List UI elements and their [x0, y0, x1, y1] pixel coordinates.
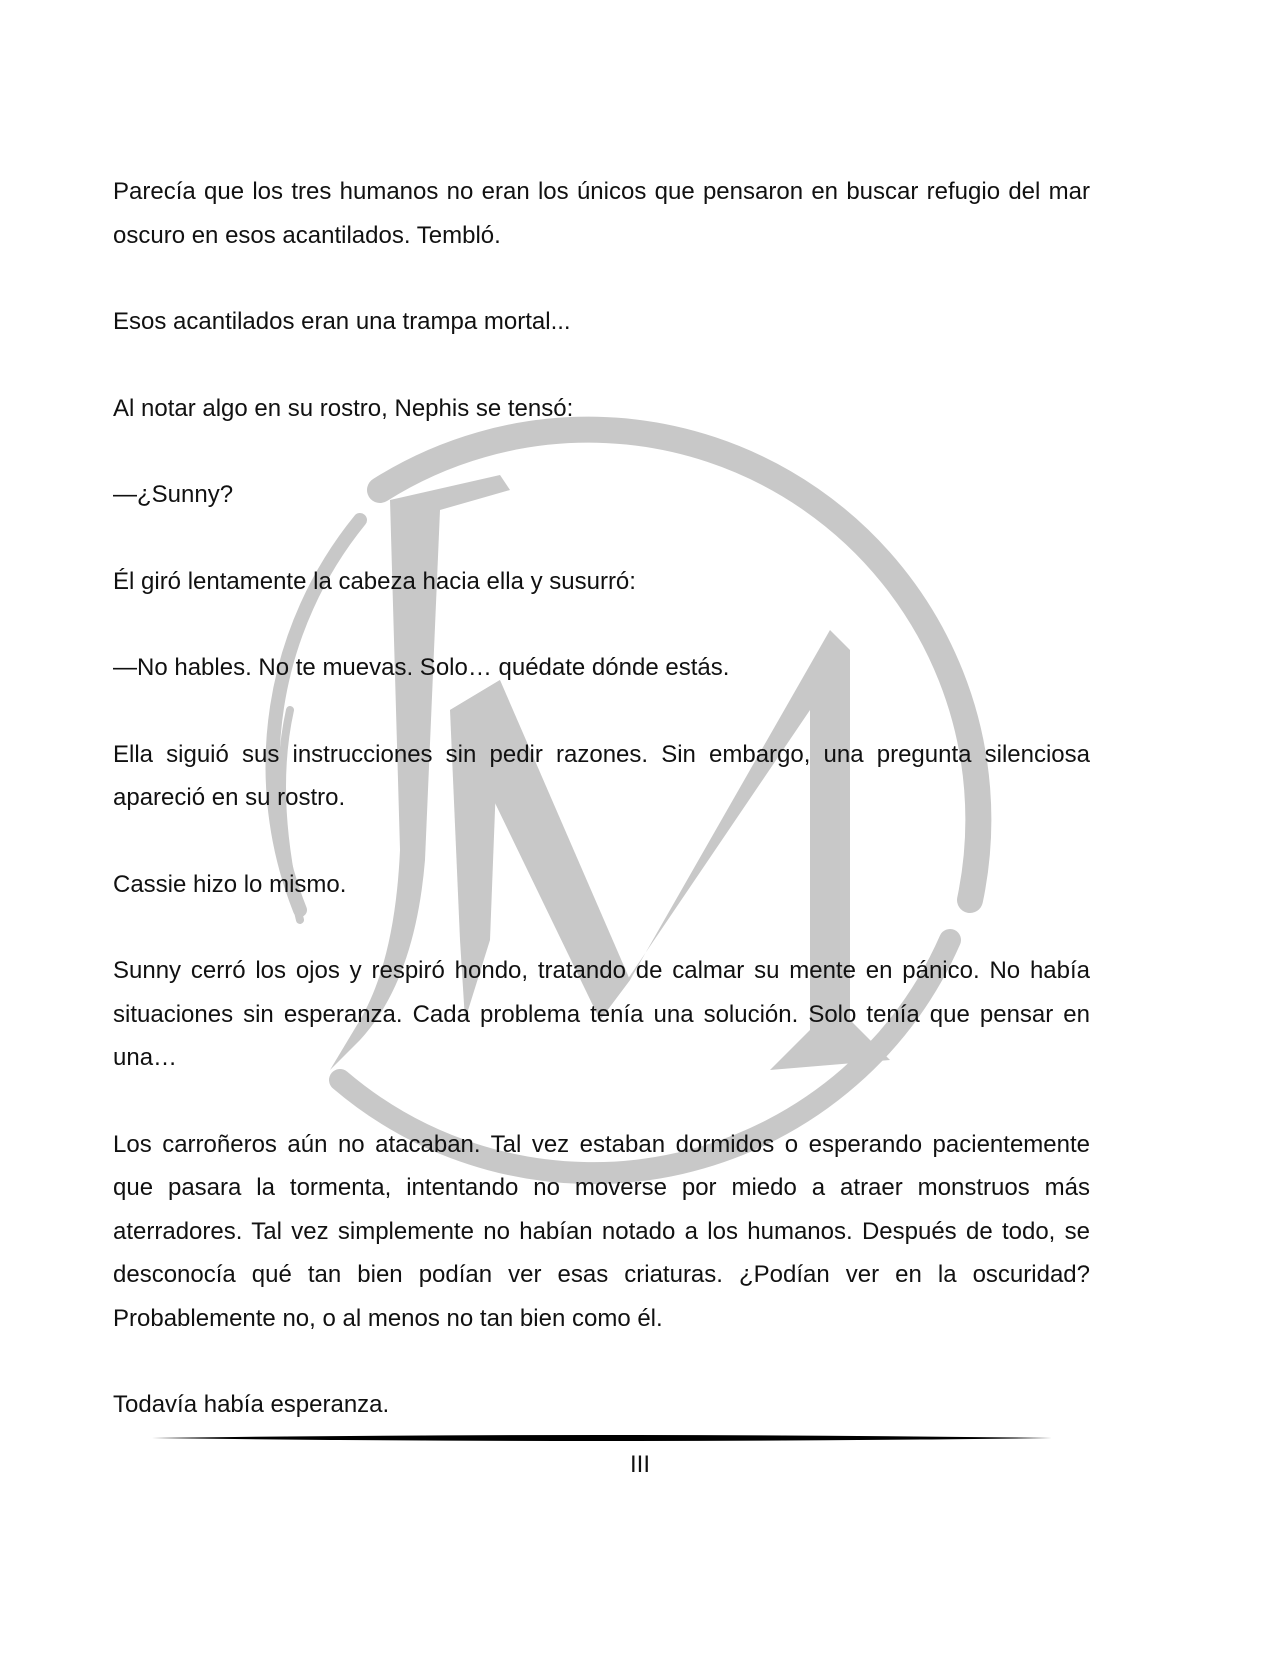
- paragraph: Sunny cerró los ojos y respiró hondo, tratando de calmar su mente en pánico. No había situaciones sin esperanza. Cada problema tenía una solución. Solo tenía que pensar en una…: [113, 957, 1090, 1071]
- paragraph: Cassie hizo lo mismo.: [113, 870, 347, 898]
- paragraph: Al notar algo en su rostro, Nephis se tensó:: [113, 394, 574, 422]
- paragraph: Ella siguió sus instrucciones sin pedir razones. Sin embargo, una pregunta silenciosa apareció en su rostro.: [113, 740, 1090, 811]
- paragraph: Los carroñeros aún no atacaban. Tal vez estaban dormidos o esperando pacientemente que pasara la tormenta, intentando no moverse por miedo a atraer monstruos más aterradores. Tal vez simplemente no habían notado a los humanos. Después de todo, se desconocía qué tan bien podían ver esas criaturas. ¿Podían ver en la oscuridad? Probablemente no, o al menos no tan bien como él.: [113, 1130, 1090, 1332]
- paragraph: Parecía que los tres humanos no eran los únicos que pensaron en buscar refugio del mar oscuro en esos acantilados. Tembló.: [113, 178, 1090, 249]
- paragraph: Esos acantilados eran una trampa mortal...: [113, 308, 571, 335]
- page-body: [113, 170, 1090, 1427]
- footer-divider: [152, 1431, 1052, 1445]
- paragraph: Él giró lentamente la cabeza hacia ella y susurró:: [113, 567, 636, 595]
- paragraph: —¿Sunny?: [113, 481, 234, 508]
- page-number: III: [629, 1451, 650, 1478]
- paragraph: Todavía había esperanza.: [113, 1391, 390, 1418]
- paragraph: —No hables. No te muevas. Solo… quédate dónde estás.: [113, 654, 730, 681]
